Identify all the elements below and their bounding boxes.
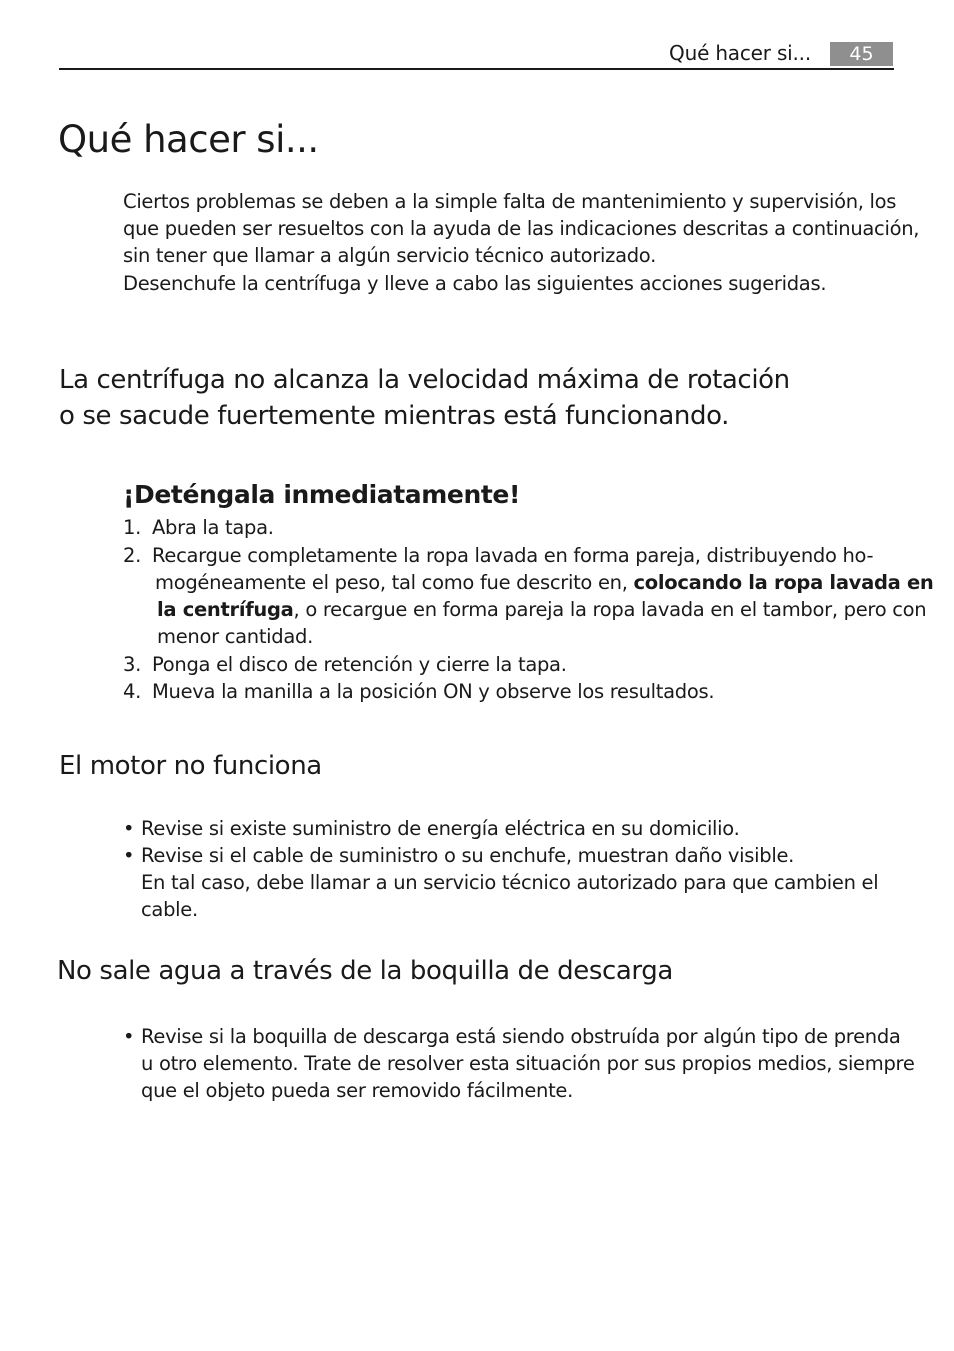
- header-divider: [59, 68, 894, 70]
- section-heading-motor: El motor no funciona: [59, 751, 322, 781]
- list-item-continuation: que el objeto pueda ser removido fácilmente.: [141, 1079, 574, 1102]
- bullet-marker: •: [123, 1025, 135, 1048]
- section-reference: colocando la ropa lavada en: [633, 571, 934, 594]
- step-number: 1.: [123, 516, 142, 539]
- bullet-marker: •: [123, 817, 135, 840]
- step-text: menor cantidad.: [157, 625, 313, 648]
- step-number: 2.: [123, 544, 142, 567]
- intro-line: sin tener que llamar a algún servicio técnico autorizado.: [123, 244, 656, 267]
- intro-line: Ciertos problemas se deben a la simple falta de mantenimiento y supervisión, los: [123, 190, 897, 213]
- list-item: Revise si el cable de suministro o su enchufe, muestran daño visible.: [141, 844, 795, 867]
- step-text: Mueva la manilla a la posición ON y observe los resultados.: [152, 680, 715, 703]
- step-text-line: [155, 569, 933, 596]
- page-title: Qué hacer si...: [58, 118, 319, 161]
- section-heading-drain: No sale agua a través de la boquilla de descarga: [57, 956, 673, 986]
- list-item-continuation: cable.: [141, 898, 198, 921]
- step-text-line: [157, 596, 926, 623]
- heading-line: o se sacude fuertemente mientras está funcionando.: [59, 401, 729, 431]
- running-header-title: Qué hacer si...: [669, 41, 811, 65]
- step-text: Abra la tapa.: [152, 516, 274, 539]
- bullet-marker: •: [123, 844, 135, 867]
- step-text: Recargue completamente la ropa lavada en forma pareja, distribuyendo ho-: [152, 544, 874, 567]
- section-reference: la centrífuga: [157, 598, 294, 621]
- list-item-continuation: En tal caso, debe llamar a un servicio técnico autorizado para que cambien el: [141, 871, 879, 894]
- intro-line: Desenchufe la centrífuga y lleve a cabo las siguientes acciones sugeridas.: [123, 272, 827, 295]
- stop-immediately-subheading: ¡Deténgala inmediatamente!: [123, 480, 520, 509]
- list-item: Revise si existe suministro de energía eléctrica en su domicilio.: [141, 817, 740, 840]
- intro-line: que pueden ser resueltos con la ayuda de las indicaciones descritas a continuación,: [123, 217, 920, 240]
- heading-line: La centrífuga no alcanza la velocidad máxima de rotación: [59, 365, 790, 395]
- page-number: 45: [830, 42, 893, 66]
- step-text: mogéneamente el peso, tal como fue descrito en,: [155, 571, 634, 594]
- list-item-continuation: u otro elemento. Trate de resolver esta situación por sus propios medios, siempre: [141, 1052, 915, 1075]
- step-number: 4.: [123, 680, 142, 703]
- step-number: 3.: [123, 653, 142, 676]
- step-text: Ponga el disco de retención y cierre la tapa.: [152, 653, 567, 676]
- list-item: Revise si la boquilla de descarga está siendo obstruída por algún tipo de prenda: [141, 1025, 901, 1048]
- section-heading-centrifuge: [59, 362, 790, 434]
- step-text: , o recargue en forma pareja la ropa lavada en el tambor, pero con: [293, 598, 927, 621]
